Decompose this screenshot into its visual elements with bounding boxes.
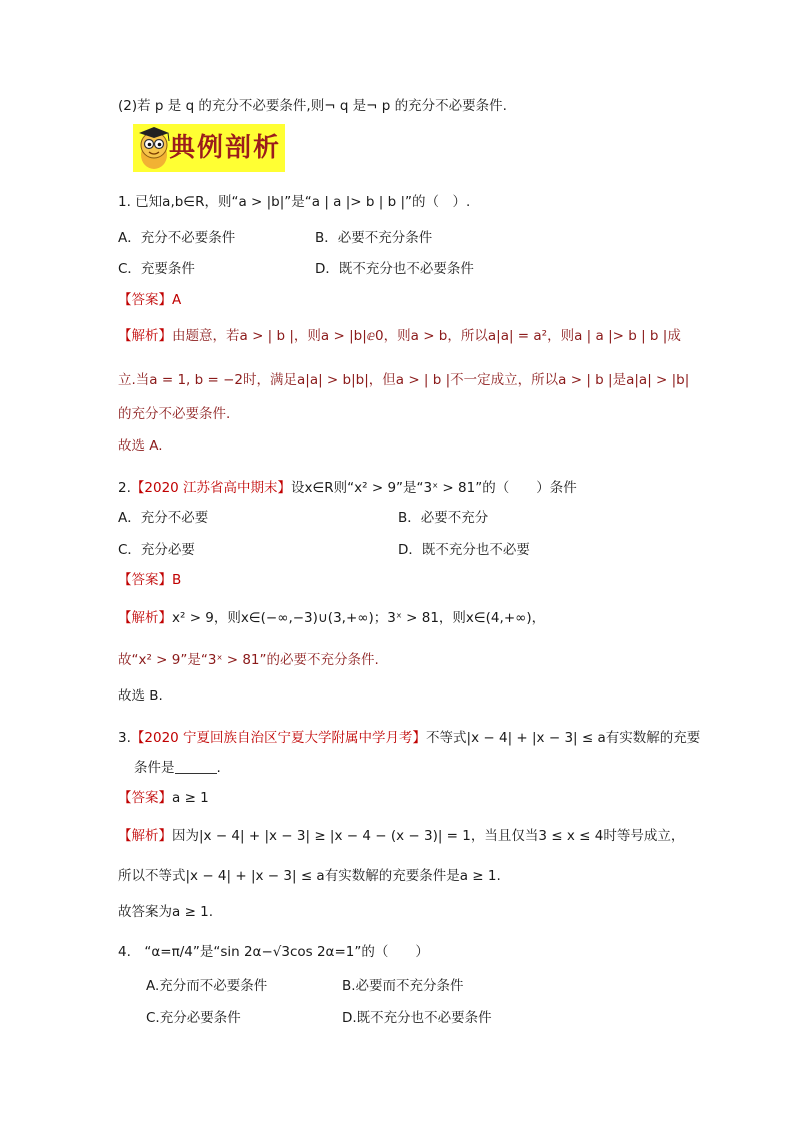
question-text-cont: 条件是 (134, 760, 175, 776)
answer-label: 【答案】 (118, 292, 172, 308)
q2-answer (118, 570, 181, 590)
analysis-label: 【解析】 (118, 328, 172, 344)
q4-option-b: B.必要而不充分条件 (342, 978, 464, 994)
q1-analysis-line-1 (118, 326, 681, 346)
analysis-label: 【解析】 (118, 610, 172, 626)
q2-option-a: A．充分不必要 (118, 510, 209, 526)
question-text-end: . (216, 760, 221, 776)
banner-title: 典例剖析 (169, 133, 282, 163)
answer-label: 【答案】 (118, 790, 172, 806)
question-number: 2. (118, 480, 131, 496)
q1-stem: 1. 已知a,b∈R，则“a > |b|”是“a | a |> b | b |”的（ ）. (118, 194, 471, 210)
q3-analysis-line-2: 所以不等式|x − 4| + |x − 3| ≤ a有实数解的充要条件是a ≥ 1. (118, 868, 501, 884)
q3-stem-continued (134, 758, 221, 778)
q1-option-c: C．充要条件 (118, 261, 195, 277)
question-source: 【2020 江苏省高中期末】 (130, 480, 292, 496)
q3-conclusion: 故答案为a ≥ 1. (118, 904, 214, 920)
section-banner (133, 124, 285, 172)
q3-stem (118, 728, 700, 748)
q3-answer (118, 788, 209, 808)
question-source: 【2020 宁夏回族自治区宁夏大学附属中学月考】 (130, 730, 427, 746)
q4-option-d: D.既不充分也不必要条件 (342, 1010, 492, 1026)
question-text: 设x∈R则“x² > 9”是“3ˣ > 81”的（ ）条件 (291, 480, 577, 496)
q1-answer (118, 290, 181, 310)
q4-option-a: A.充分而不必要条件 (146, 978, 268, 994)
answer-value: B (172, 572, 182, 588)
analysis-text: x² > 9，则x∈(−∞,−3)∪(3,+∞)；3ˣ > 81，则x∈(4,+∞)， (172, 610, 546, 626)
q2-conclusion: 故选 B. (118, 688, 163, 704)
q1-option-a: A．充分不必要条件 (118, 230, 236, 246)
answer-value: a ≥ 1 (172, 790, 209, 806)
q3-analysis-line-1 (118, 826, 684, 846)
question-text: 不等式|x − 4| + |x − 3| ≤ a有实数解的充要 (426, 730, 701, 746)
q2-option-c: C．充分必要 (118, 542, 195, 558)
cartoon-mascot-icon (135, 125, 173, 171)
q1-analysis-line-3: 的充分不必要条件. (118, 406, 231, 422)
q1-analysis-line-2: 立.当a = 1, b = −2时，满足a|a| > b|b|，但a > | b |不一定成立，所以a > | b |是a|a| > |b| (118, 372, 690, 388)
q2-analysis-line-2: 故“x² > 9”是“3ˣ > 81”的必要不充分条件. (118, 652, 379, 668)
analysis-label: 【解析】 (118, 828, 172, 844)
q2-option-d: D．既不充分也不必要 (398, 542, 530, 558)
q2-stem (118, 478, 577, 498)
q1-option-d: D．既不充分也不必要条件 (315, 261, 474, 277)
q1-conclusion: 故选 A. (118, 438, 163, 454)
q1-option-b: B．必要不充分条件 (315, 230, 433, 246)
q2-option-b: B．必要不充分 (398, 510, 489, 526)
answer-label: 【答案】 (118, 572, 172, 588)
answer-value: A (172, 292, 182, 308)
q4-stem: 4. “α=π/4”是“sin 2α−√3cos 2α=1”的（ ） (118, 944, 429, 960)
analysis-text: 因为|x − 4| + |x − 3| ≥ |x − 4 − (x − 3)| = 1，当且仅当3 ≤ x ≤ 4时等号成立， (172, 828, 685, 844)
answer-blank (175, 759, 217, 774)
analysis-text: 由题意，若a > | b |，则a > |b|ⅇ0，则a > b，所以a|a| = a²，则a | a |> b | b |成 (172, 328, 681, 344)
q2-analysis-line-1 (118, 608, 545, 628)
q4-option-c: C.充分必要条件 (146, 1010, 241, 1026)
intro-line: (2)若 p 是 q 的充分不必要条件,则¬ q 是¬ p 的充分不必要条件. (118, 98, 507, 114)
question-number: 3. (118, 730, 131, 746)
